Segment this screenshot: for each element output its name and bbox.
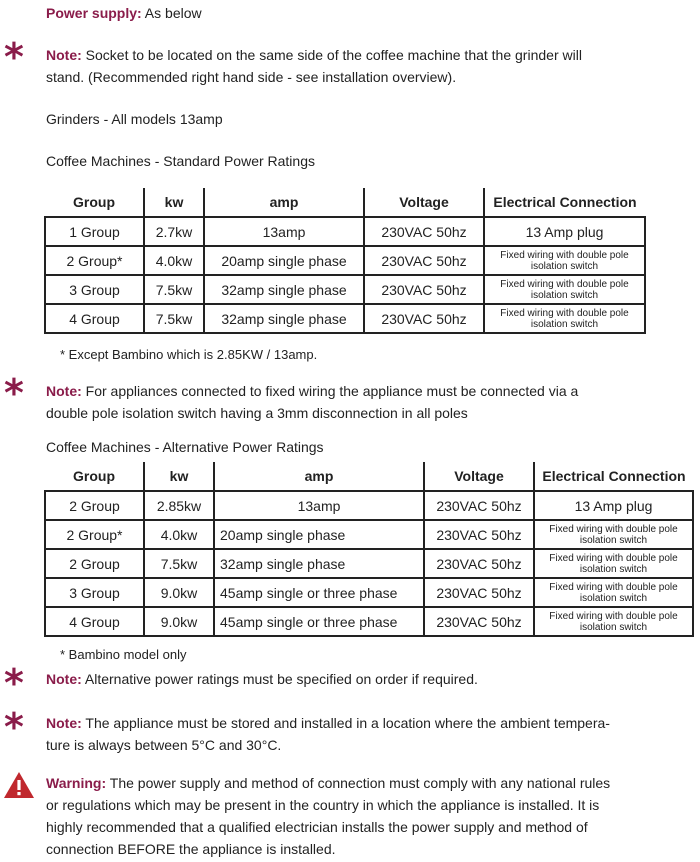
power-supply-text: As below	[141, 5, 202, 21]
alternative-ratings-table	[44, 462, 694, 637]
column-header: Voltage	[364, 188, 484, 217]
table-cell: 2 Group*	[45, 246, 144, 275]
table-row	[45, 607, 693, 636]
column-header: Voltage	[424, 462, 534, 491]
table-row	[45, 578, 693, 607]
note-label: Note:	[46, 715, 82, 731]
standard-ratings-table	[44, 188, 646, 334]
column-header: kw	[144, 188, 204, 217]
table-cell: 7.5kw	[144, 304, 204, 333]
table-footnote: * Except Bambino which is 2.85KW / 13amp.	[60, 347, 318, 362]
note-label: Note:	[46, 383, 82, 399]
warning-text: or regulations which may be present in the country in which the appliance is installed. It is	[46, 797, 600, 813]
asterisk-icon: *	[4, 705, 24, 749]
table-cell: Fixed wiring with double pole isolation switch	[484, 275, 645, 304]
table-cell: 9.0kw	[144, 607, 214, 636]
note-temperature	[46, 712, 610, 756]
table-cell: 13 Amp plug	[534, 491, 693, 520]
table-row	[45, 217, 645, 246]
table-cell: Fixed wiring with double pole isolation switch	[484, 304, 645, 333]
table-cell: 9.0kw	[144, 578, 214, 607]
table-cell: 2 Group	[45, 491, 144, 520]
table-header-row	[45, 462, 693, 491]
warning-text: highly recommended that a qualified electrician installs the power supply and method of	[46, 819, 588, 835]
column-header: Electrical Connection	[484, 188, 645, 217]
table-cell: 32amp single phase	[204, 304, 364, 333]
note-alternative	[46, 668, 478, 690]
power-supply-label: Power supply:	[46, 5, 142, 21]
note-socket	[46, 44, 582, 88]
table-cell: 230VAC 50hz	[424, 578, 534, 607]
table-cell: Fixed wiring with double pole isolation switch	[534, 520, 693, 549]
table-row	[45, 275, 645, 304]
table-header-row	[45, 188, 645, 217]
asterisk-icon: *	[4, 661, 24, 705]
table-cell: Fixed wiring with double pole isolation switch	[534, 549, 693, 578]
table-cell: 230VAC 50hz	[424, 491, 534, 520]
note-text: The appliance must be stored and installed in a location where the ambient tempera-	[81, 715, 610, 731]
note-text: double pole isolation switch having a 3mm disconnection in all poles	[46, 405, 468, 421]
table-cell: 45amp single or three phase	[214, 607, 424, 636]
table-cell: 7.5kw	[144, 549, 214, 578]
table-cell: 32amp single phase	[214, 549, 424, 578]
warning-text: The power supply and method of connection must comply with any national rules	[106, 775, 611, 791]
table-cell: Fixed wiring with double pole isolation switch	[534, 607, 693, 636]
table-row	[45, 549, 693, 578]
table-cell: 2 Group*	[45, 520, 144, 549]
table-cell: 7.5kw	[144, 275, 204, 304]
note-text: For appliances connected to fixed wiring the appliance must be connected via a	[81, 383, 579, 399]
note-label: Note:	[46, 47, 82, 63]
alternative-ratings-title: Coffee Machines - Alternative Power Ratings	[46, 439, 324, 455]
note-text: stand. (Recommended right hand side - see installation overview).	[46, 69, 457, 85]
table-cell: 45amp single or three phase	[214, 578, 424, 607]
note-fixed-wiring	[46, 380, 578, 424]
column-header: Group	[73, 194, 115, 210]
warning-icon	[2, 770, 36, 805]
table-cell: 4 Group	[45, 607, 144, 636]
table-cell: 13amp	[214, 491, 424, 520]
table-cell: 4.0kw	[144, 520, 214, 549]
column-header: Group	[73, 468, 115, 484]
table-cell: 3 Group	[45, 578, 144, 607]
table-cell: 2 Group	[45, 549, 144, 578]
asterisk-icon: *	[4, 371, 24, 415]
table-cell: 230VAC 50hz	[424, 549, 534, 578]
note-text: ture is always between 5°C and 30°C.	[46, 737, 282, 753]
column-header: kw	[144, 462, 214, 491]
standard-ratings-title: Coffee Machines - Standard Power Ratings	[46, 153, 315, 169]
table-row	[45, 491, 693, 520]
power-supply-line	[46, 2, 202, 24]
note-label: Note:	[46, 671, 82, 687]
table-cell: 13 Amp plug	[484, 217, 645, 246]
table-cell: 2.7kw	[144, 217, 204, 246]
table-cell: 230VAC 50hz	[364, 217, 484, 246]
table-cell: Fixed wiring with double pole isolation switch	[534, 578, 693, 607]
warning-text: connection BEFORE the appliance is installed.	[46, 841, 336, 857]
table-cell: 32amp single phase	[204, 275, 364, 304]
column-header: amp	[214, 462, 424, 491]
table-cell: 230VAC 50hz	[424, 520, 534, 549]
table-cell: 1 Group	[45, 217, 144, 246]
table-row	[45, 304, 645, 333]
column-header: Electrical Connection	[534, 462, 693, 491]
table-cell: 13amp	[204, 217, 364, 246]
grinders-text: Grinders - All models 13amp	[46, 111, 223, 127]
table-cell: 4 Group	[45, 304, 144, 333]
table-cell: 230VAC 50hz	[424, 607, 534, 636]
warning-block	[46, 772, 610, 860]
table-cell: 20amp single phase	[204, 246, 364, 275]
asterisk-icon: *	[4, 35, 24, 79]
table-cell: 230VAC 50hz	[364, 275, 484, 304]
table-row	[45, 246, 645, 275]
table-cell: 230VAC 50hz	[364, 304, 484, 333]
table-footnote: * Bambino model only	[60, 647, 187, 662]
note-text: Alternative power ratings must be specified on order if required.	[81, 671, 478, 687]
table-cell: 20amp single phase	[214, 520, 424, 549]
table-cell: 3 Group	[45, 275, 144, 304]
table-cell: 4.0kw	[144, 246, 204, 275]
warning-label: Warning:	[46, 775, 107, 791]
note-text: Socket to be located on the same side of the coffee machine that the grinder will	[81, 47, 582, 63]
table-cell: 230VAC 50hz	[364, 246, 484, 275]
table-cell: Fixed wiring with double pole isolation switch	[484, 246, 645, 275]
table-row	[45, 520, 693, 549]
column-header: amp	[204, 188, 364, 217]
table-cell: 2.85kw	[144, 491, 214, 520]
